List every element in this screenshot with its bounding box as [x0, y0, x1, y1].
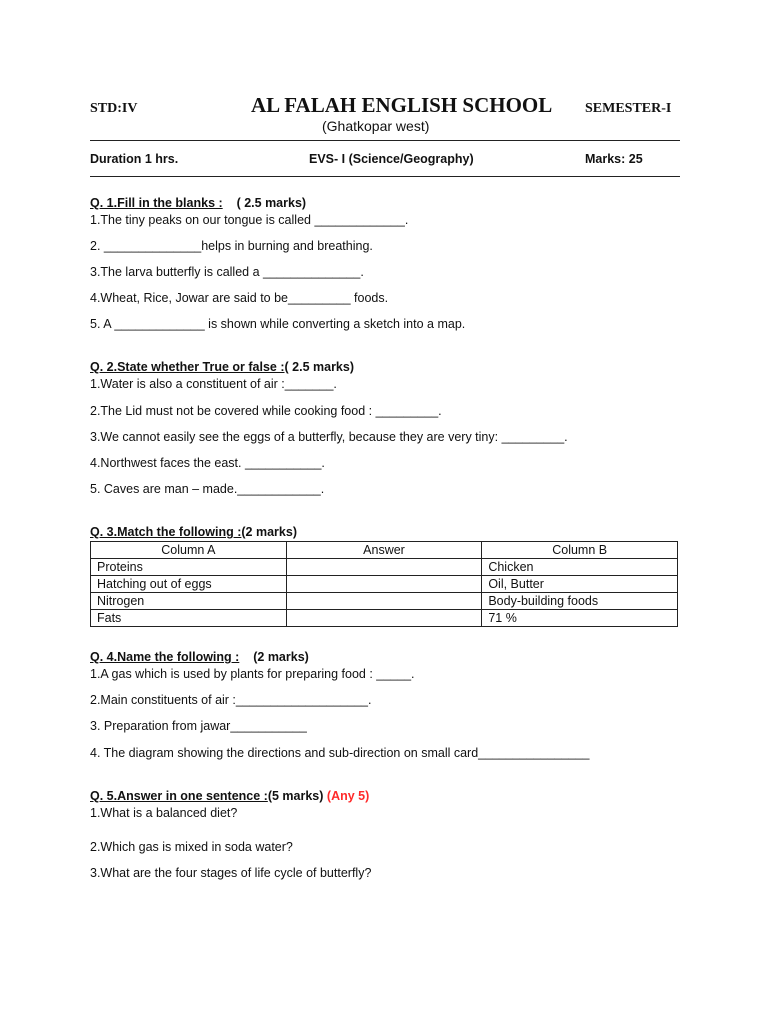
- answer-cell[interactable]: [286, 576, 482, 593]
- q2-heading: [90, 360, 354, 374]
- q5-title: Q. 5.Answer in one sentence :: [90, 789, 268, 803]
- duration-label: Duration 1 hrs.: [90, 152, 179, 166]
- column-b-cell: Oil, Butter: [482, 576, 678, 593]
- q1-item: 4.Wheat, Rice, Jowar are said to be_________ foods.: [90, 291, 389, 305]
- column-b-cell: Body-building foods: [482, 593, 678, 610]
- header-bottom-rule: [90, 176, 680, 177]
- subject-label: EVS- I (Science/Geography): [309, 152, 474, 166]
- column-a-header: Column A: [91, 542, 287, 559]
- q5-item: 1.What is a balanced diet?: [90, 806, 238, 820]
- table-row: [91, 610, 678, 627]
- q1-heading: [90, 196, 306, 210]
- match-table: [90, 541, 678, 627]
- q2-item: 3.We cannot easily see the eggs of a butterfly, because they are very tiny: _________.: [90, 430, 568, 444]
- q5-marks: (5 marks): [267, 789, 324, 803]
- q4-item: 1.A gas which is used by plants for preparing food : _____.: [90, 667, 415, 681]
- q4-heading: [90, 650, 309, 664]
- q1-item: 3.The larva butterfly is called a ______________.: [90, 265, 364, 279]
- q5-any-note: (Any 5): [326, 789, 370, 803]
- q5-item: 3.What are the four stages of life cycle of butterfly?: [90, 866, 372, 880]
- q3-title: Q. 3.Match the following :: [90, 525, 242, 539]
- std-label: STD:IV: [90, 101, 138, 116]
- q4-item: 2.Main constituents of air :___________________.: [90, 693, 372, 707]
- q4-item: 3. Preparation from jawar___________: [90, 719, 307, 733]
- q5-heading: [90, 789, 369, 803]
- q1-item: 5. A _____________ is shown while converting a sketch into a map.: [90, 317, 466, 331]
- header-rule: [90, 140, 680, 141]
- q1-item: 1.The tiny peaks on our tongue is called _____________.: [90, 213, 409, 227]
- column-a-cell: Fats: [91, 610, 287, 627]
- q4-item: 4. The diagram showing the directions and sub-direction on small card________________: [90, 746, 590, 760]
- column-a-cell: Hatching out of eggs: [91, 576, 287, 593]
- table-row: [91, 576, 678, 593]
- column-a-cell: Nitrogen: [91, 593, 287, 610]
- column-b-header: Column B: [482, 542, 678, 559]
- school-location: (Ghatkopar west): [322, 118, 430, 134]
- q1-title: Q. 1.Fill in the blanks :: [90, 196, 223, 210]
- q2-item: 2.The Lid must not be covered while cooking food : _________.: [90, 404, 442, 418]
- q4-marks: (2 marks): [253, 650, 309, 664]
- column-b-cell: 71 %: [482, 610, 678, 627]
- table-row: [91, 559, 678, 576]
- answer-cell[interactable]: [286, 593, 482, 610]
- q2-item: 1.Water is also a constituent of air :_______.: [90, 377, 337, 391]
- column-b-cell: Chicken: [482, 559, 678, 576]
- q4-title: Q. 4.Name the following :: [90, 650, 240, 664]
- q1-marks: ( 2.5 marks): [236, 196, 307, 210]
- q3-heading: [90, 525, 297, 539]
- q2-item: 4.Northwest faces the east. ___________.: [90, 456, 325, 470]
- q2-marks: ( 2.5 marks): [284, 360, 354, 374]
- table-row: [91, 593, 678, 610]
- answer-cell[interactable]: [286, 559, 482, 576]
- school-name: AL FALAH ENGLISH SCHOOL: [251, 93, 553, 117]
- q3-marks: (2 marks): [241, 525, 297, 539]
- match-header-row: [91, 542, 678, 559]
- answer-header: Answer: [286, 542, 482, 559]
- q2-item: 5. Caves are man – made.____________.: [90, 482, 325, 496]
- semester-label: SEMESTER-I: [585, 101, 672, 116]
- answer-cell[interactable]: [286, 610, 482, 627]
- q1-item: 2. ______________helps in burning and breathing.: [90, 239, 373, 253]
- q5-item: 2.Which gas is mixed in soda water?: [90, 840, 293, 854]
- column-a-cell: Proteins: [91, 559, 287, 576]
- marks-label: Marks: 25: [585, 152, 643, 166]
- q2-title: Q. 2.State whether True or false :: [90, 360, 285, 374]
